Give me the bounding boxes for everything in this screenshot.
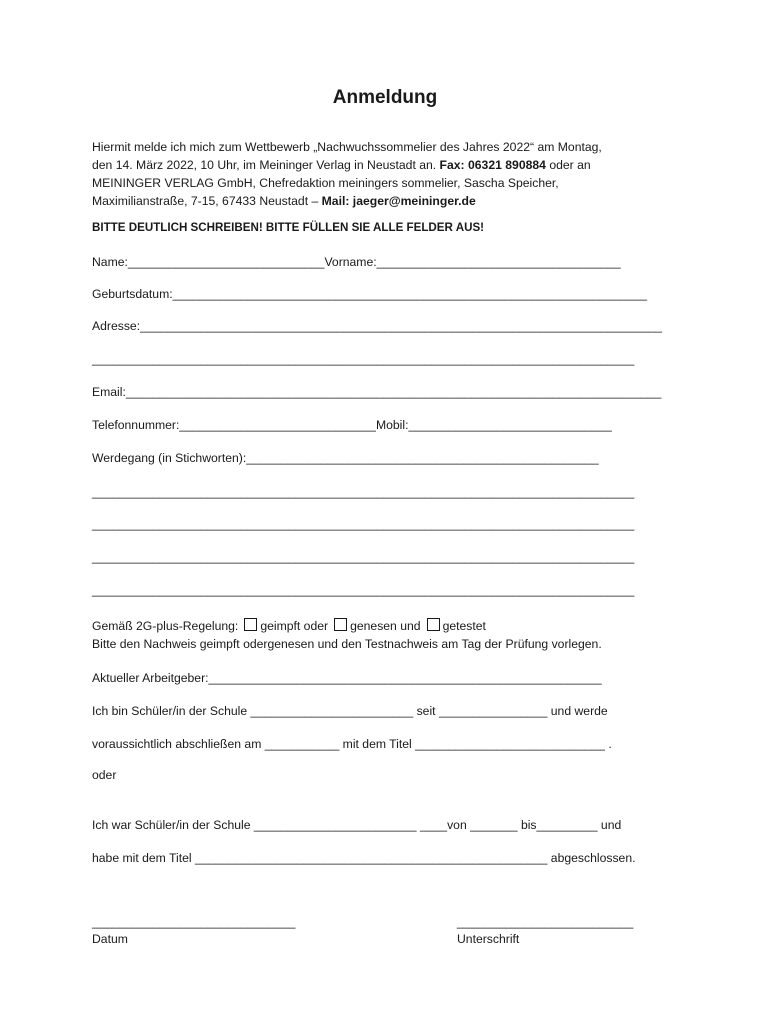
- date-label: Datum: [92, 932, 128, 946]
- phone-mobile-field[interactable]: Telefonnummer:_____________________________Mobil:______________________________: [92, 418, 612, 432]
- intro-paragraph: [92, 138, 652, 210]
- instruction-text: BITTE DEUTLICH SCHREIBEN! BITTE FÜLLEN SIE ALLE FELDER AUS!: [92, 221, 485, 234]
- intro-line-3: MEININGER VERLAG GmbH, Chefredaktion meiningers sommelier, Sascha Speicher,: [92, 176, 559, 190]
- recovered-label: genesen und: [350, 619, 421, 633]
- intro-line-2-text: den 14. März 2022, 10 Uhr, im Meininger Verlag in Neustadt an.: [92, 158, 440, 172]
- or-text: oder: [92, 768, 117, 782]
- tested-checkbox[interactable]: [427, 618, 440, 631]
- mail-address: Mail: jaeger@meininger.de: [321, 194, 476, 208]
- fax-number: Fax: 06321 890884: [439, 158, 546, 172]
- covid-proof-note: Bitte den Nachweis geimpft odergenesen und den Testnachweis am Tag der Prüfung vorlegen.: [92, 637, 602, 651]
- career-field[interactable]: Werdegang (in Stichworten):____________________________________________________: [92, 451, 599, 465]
- intro-line-4-text: Maximilianstraße, 7-15, 67433 Neustadt –: [92, 194, 322, 208]
- career-line-4[interactable]: ________________________________________________________________________________: [92, 583, 635, 597]
- signature-line[interactable]: __________________________: [457, 915, 634, 929]
- address-field-line-2[interactable]: ________________________________________________________________________________: [92, 352, 635, 366]
- school-line-3[interactable]: Ich war Schüler/in der Schule ________________________ ____von _______ bis_________ und: [92, 818, 622, 832]
- covid-rule-label: Gemäß 2G-plus-Regelung:: [92, 619, 239, 633]
- date-line[interactable]: ______________________________: [92, 915, 296, 929]
- signature-label: Unterschrift: [457, 932, 520, 946]
- vaccinated-label: geimpft oder: [260, 619, 329, 633]
- employer-field[interactable]: Aktueller Arbeitgeber:__________________________________________________________: [92, 671, 602, 685]
- career-line-1[interactable]: ________________________________________________________________________________: [92, 485, 635, 499]
- career-line-2[interactable]: ________________________________________________________________________________: [92, 517, 635, 531]
- name-vorname-field[interactable]: Name:_____________________________Vorname:____________________________________: [92, 255, 621, 269]
- tested-label: getestet: [442, 619, 486, 633]
- birthdate-field[interactable]: Geburtsdatum:______________________________________________________________________: [92, 287, 648, 301]
- school-line-4[interactable]: habe mit dem Titel ____________________________________________________ abgeschlossen.: [92, 851, 636, 865]
- school-line-1[interactable]: Ich bin Schüler/in der Schule ________________________ seit ________________ und werde: [92, 704, 608, 718]
- page-title: Anmeldung: [332, 87, 438, 108]
- career-line-3[interactable]: ________________________________________________________________________________: [92, 550, 635, 564]
- school-line-2[interactable]: voraussichtlich abschließen am ___________ mit dem Titel ____________________________ .: [92, 737, 612, 751]
- vaccinated-checkbox[interactable]: [244, 618, 257, 631]
- email-field[interactable]: Email:_______________________________________________________________________________: [92, 385, 662, 399]
- address-field[interactable]: Adresse:_____________________________________________________________________________: [92, 319, 663, 333]
- intro-line-4: [92, 192, 652, 210]
- intro-line-2: [92, 156, 652, 174]
- intro-line-2-end: oder an: [545, 158, 591, 172]
- covid-rule-row: [92, 618, 486, 634]
- intro-line-1: Hiermit melde ich mich zum Wettbewerb „Nachwuchssommelier des Jahres 2022“ am Montag,: [92, 140, 602, 154]
- recovered-checkbox[interactable]: [334, 618, 347, 631]
